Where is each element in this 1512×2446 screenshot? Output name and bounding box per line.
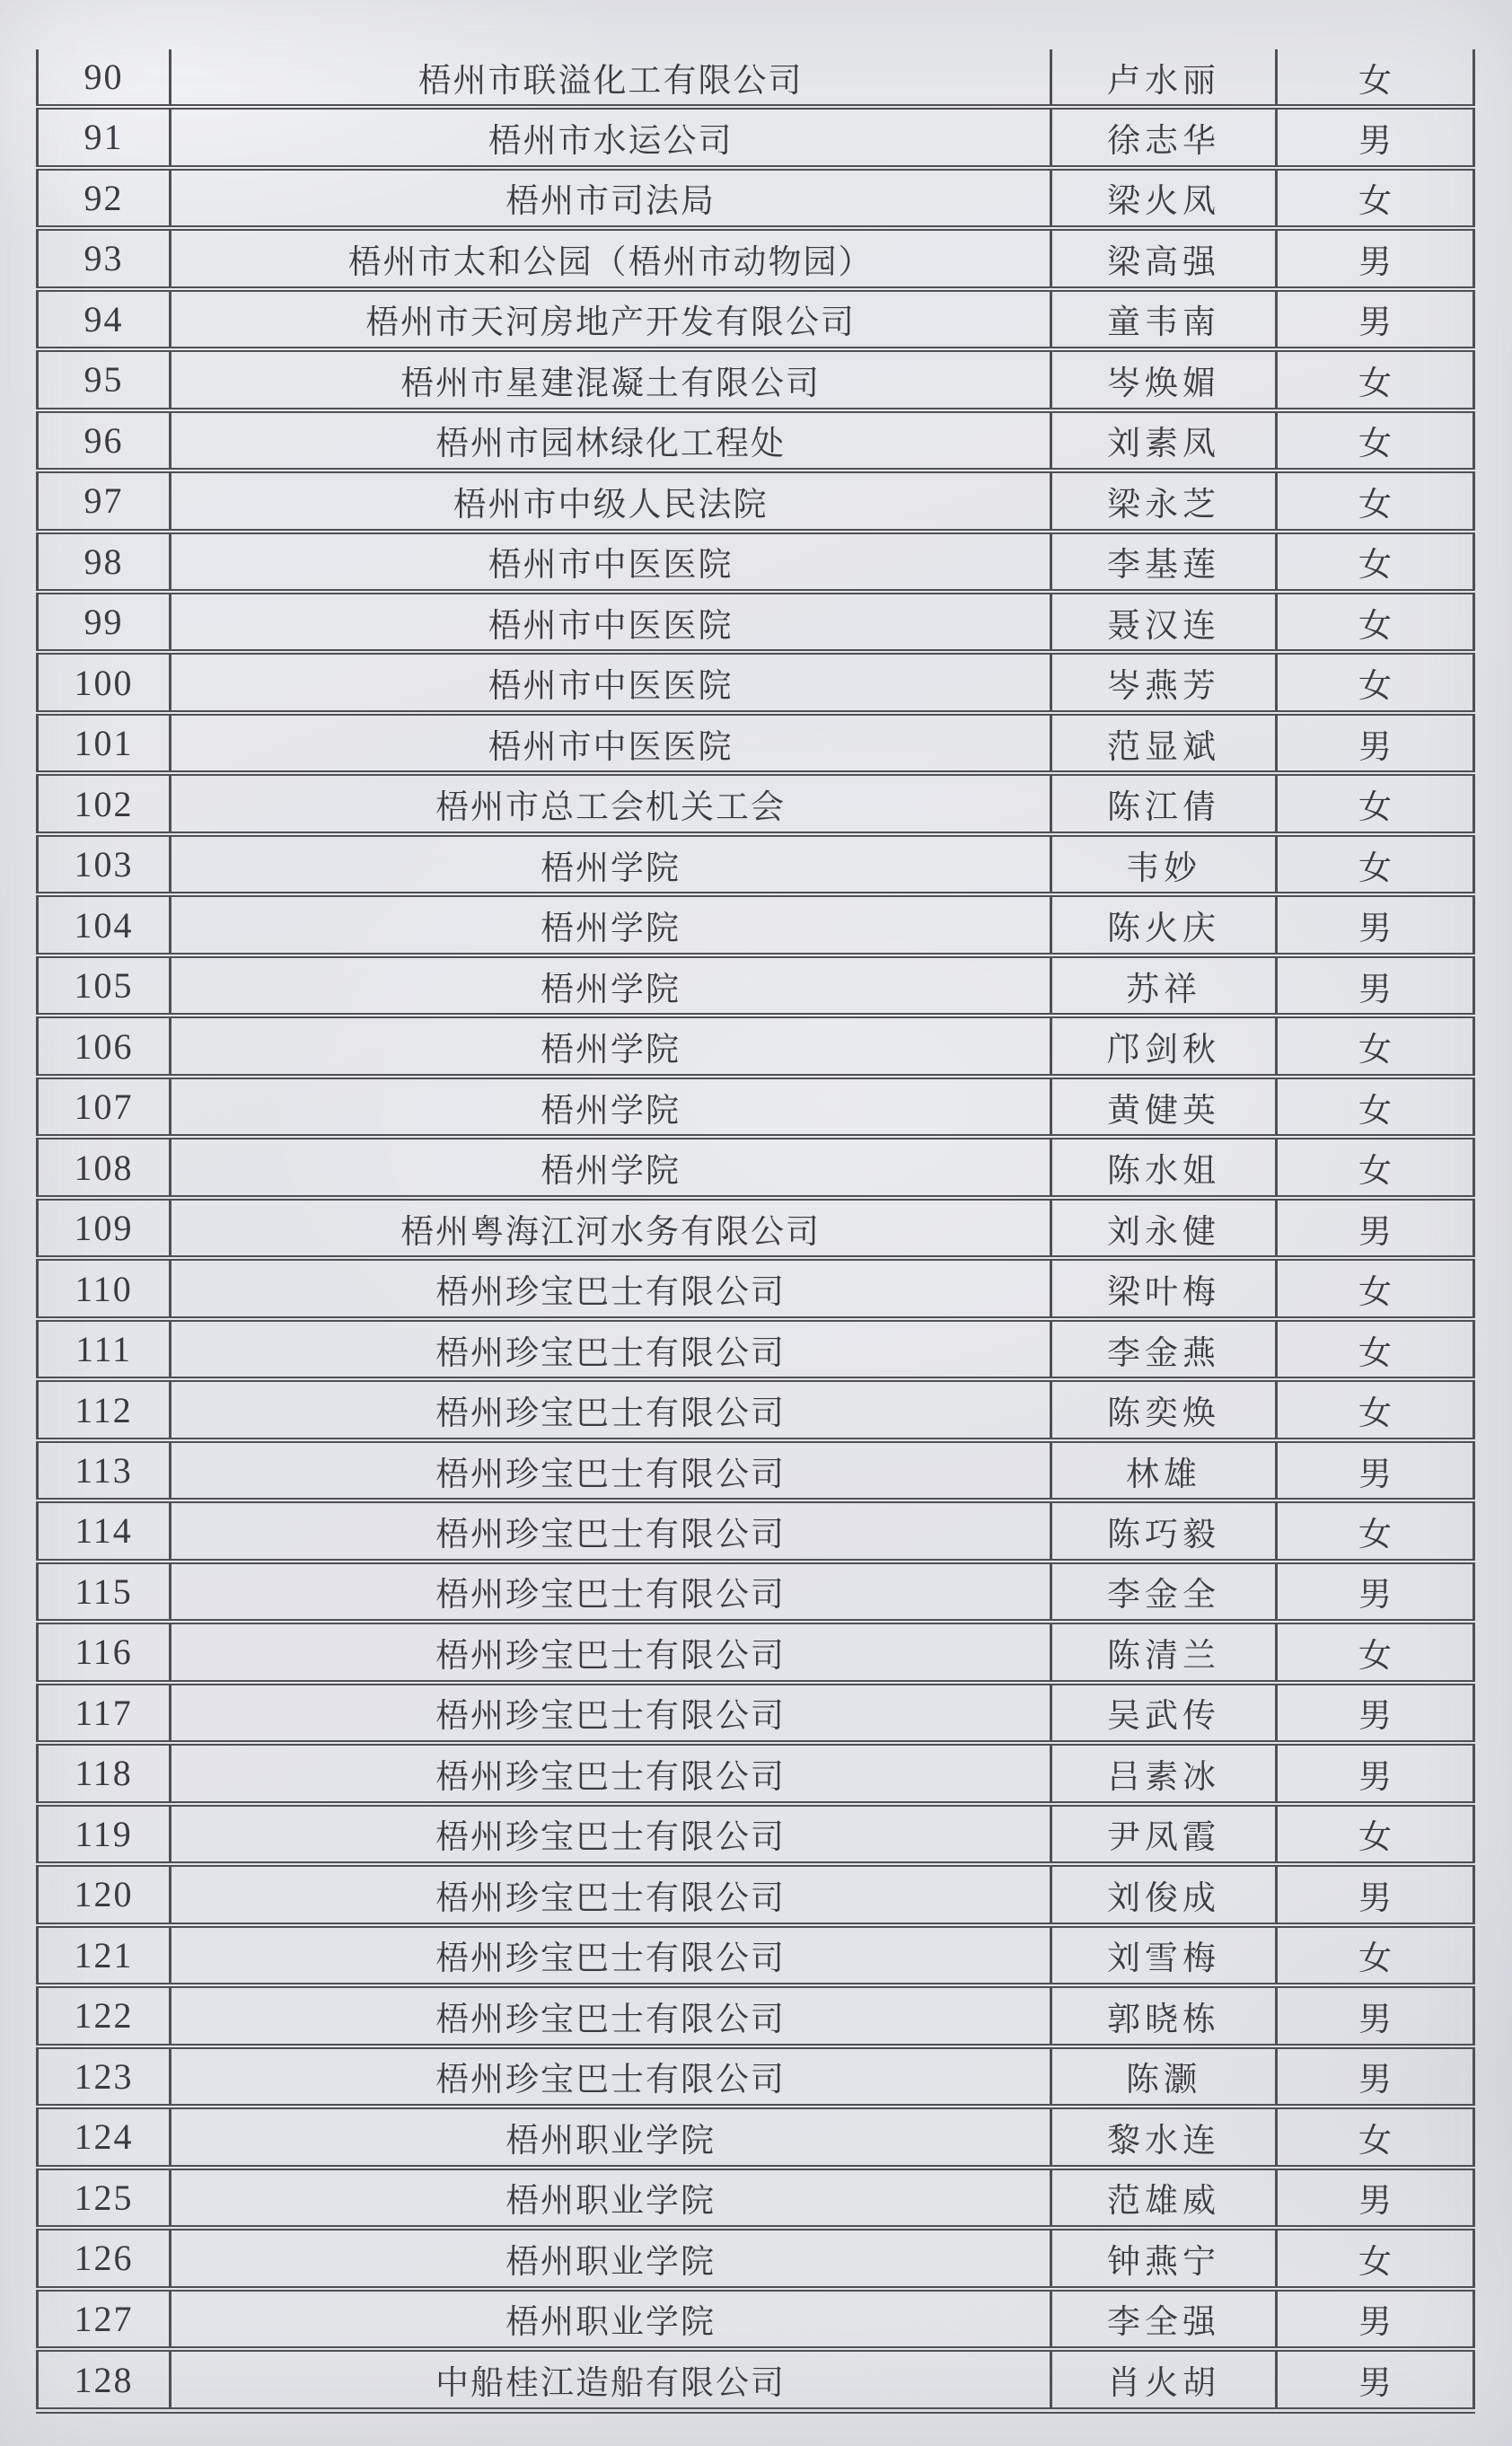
row-number-cell: 128 [38, 2349, 171, 2410]
gender-cell: 男 [1277, 1683, 1474, 1743]
table-row [38, 652, 1474, 712]
gender-cell: 男 [1277, 894, 1474, 955]
row-number-cell: 123 [38, 2046, 171, 2107]
row-number-cell: 95 [38, 349, 171, 409]
table-row [38, 2228, 1474, 2288]
row-number-cell: 120 [38, 1864, 171, 1924]
organization-cell: 梧州学院 [171, 1077, 1051, 1137]
row-number-cell: 104 [38, 894, 171, 955]
row-number-cell: 108 [38, 1137, 171, 1197]
person-name-cell: 刘素凤 [1051, 410, 1277, 471]
person-name-cell: 梁火凤 [1051, 168, 1277, 228]
organization-cell: 梧州珍宝巴士有限公司 [171, 1562, 1051, 1622]
organization-cell: 梧州珍宝巴士有限公司 [171, 1622, 1051, 1682]
table-row [38, 410, 1474, 471]
organization-cell: 梧州市中医医院 [171, 592, 1051, 652]
gender-cell: 男 [1277, 228, 1474, 288]
table-row [38, 713, 1474, 773]
table-row [38, 1137, 1474, 1197]
gender-cell: 男 [1277, 1743, 1474, 1803]
table-row [38, 773, 1474, 833]
table-row [38, 107, 1474, 167]
person-name-cell: 梁高强 [1051, 228, 1277, 288]
person-name-cell: 徐志华 [1051, 107, 1277, 167]
table-row [38, 1077, 1474, 1137]
organization-cell: 梧州珍宝巴士有限公司 [171, 1985, 1051, 2046]
gender-cell: 男 [1277, 955, 1474, 1016]
person-name-cell: 郭晓栋 [1051, 1985, 1277, 2046]
organization-cell: 梧州学院 [171, 1016, 1051, 1076]
organization-cell: 梧州粤海江河水务有限公司 [171, 1198, 1051, 1258]
row-number-cell: 113 [38, 1440, 171, 1500]
organization-cell: 梧州职业学院 [171, 2168, 1051, 2228]
gender-cell: 女 [1277, 1137, 1474, 1197]
gender-cell: 女 [1277, 471, 1474, 531]
person-name-cell: 陈巧毅 [1051, 1500, 1277, 1561]
table-row [38, 1440, 1474, 1500]
person-name-cell: 李金燕 [1051, 1319, 1277, 1379]
organization-cell: 梧州学院 [171, 955, 1051, 1016]
person-name-cell: 陈灏 [1051, 2046, 1277, 2107]
row-number-cell: 101 [38, 713, 171, 773]
row-number-cell: 125 [38, 2168, 171, 2228]
person-name-cell: 刘俊成 [1051, 1864, 1277, 1924]
roster-table-body [38, 49, 1474, 2411]
gender-cell: 女 [1277, 652, 1474, 712]
organization-cell: 梧州市中医医院 [171, 713, 1051, 773]
person-name-cell: 童韦南 [1051, 289, 1277, 349]
row-number-cell: 107 [38, 1077, 171, 1137]
person-name-cell: 吴武传 [1051, 1683, 1277, 1743]
gender-cell: 女 [1277, 1319, 1474, 1379]
table-row [38, 532, 1474, 592]
table-row [38, 1258, 1474, 1318]
table-row [38, 2289, 1474, 2349]
organization-cell: 梧州市天河房地产开发有限公司 [171, 289, 1051, 349]
table-row [38, 2168, 1474, 2228]
person-name-cell: 黎水连 [1051, 2107, 1277, 2167]
gender-cell: 女 [1277, 532, 1474, 592]
organization-cell: 梧州学院 [171, 1137, 1051, 1197]
row-number-cell: 100 [38, 652, 171, 712]
table-row [38, 2349, 1474, 2410]
organization-cell: 梧州市中医医院 [171, 532, 1051, 592]
gender-cell: 女 [1277, 1258, 1474, 1318]
table-row [38, 1562, 1474, 1622]
table-row [38, 1683, 1474, 1743]
person-name-cell: 陈奕焕 [1051, 1379, 1277, 1439]
gender-cell: 女 [1277, 349, 1474, 409]
organization-cell: 梧州学院 [171, 894, 1051, 955]
person-name-cell: 尹凤霞 [1051, 1804, 1277, 1864]
person-name-cell: 黄健英 [1051, 1077, 1277, 1137]
row-number-cell: 124 [38, 2107, 171, 2167]
row-number-cell: 109 [38, 1198, 171, 1258]
row-number-cell: 110 [38, 1258, 171, 1318]
row-number-cell: 114 [38, 1500, 171, 1561]
row-number-cell: 117 [38, 1683, 171, 1743]
organization-cell: 梧州珍宝巴士有限公司 [171, 1864, 1051, 1924]
organization-cell: 梧州市联溢化工有限公司 [171, 49, 1051, 107]
person-name-cell: 李基莲 [1051, 532, 1277, 592]
table-row [38, 1985, 1474, 2046]
gender-cell: 女 [1277, 1016, 1474, 1076]
organization-cell: 梧州职业学院 [171, 2228, 1051, 2288]
row-number-cell: 99 [38, 592, 171, 652]
table-row [38, 955, 1474, 1016]
row-number-cell: 118 [38, 1743, 171, 1803]
organization-cell: 梧州珍宝巴士有限公司 [171, 1258, 1051, 1318]
organization-cell: 梧州珍宝巴士有限公司 [171, 2046, 1051, 2107]
organization-cell: 梧州珍宝巴士有限公司 [171, 1319, 1051, 1379]
row-number-cell: 103 [38, 834, 171, 894]
gender-cell: 男 [1277, 1562, 1474, 1622]
organization-cell: 梧州珍宝巴士有限公司 [171, 1440, 1051, 1500]
person-name-cell: 岑燕芳 [1051, 652, 1277, 712]
table-row [38, 1622, 1474, 1682]
table-row [38, 289, 1474, 349]
gender-cell: 男 [1277, 1198, 1474, 1258]
organization-cell: 梧州珍宝巴士有限公司 [171, 1804, 1051, 1864]
table-row [38, 168, 1474, 228]
person-name-cell: 范显斌 [1051, 713, 1277, 773]
person-name-cell: 李金全 [1051, 1562, 1277, 1622]
table-row [38, 1319, 1474, 1379]
row-number-cell: 121 [38, 1925, 171, 1985]
gender-cell: 女 [1277, 1804, 1474, 1864]
person-name-cell: 吕素冰 [1051, 1743, 1277, 1803]
table-row [38, 349, 1474, 409]
person-name-cell: 刘雪梅 [1051, 1925, 1277, 1985]
organization-cell: 梧州珍宝巴士有限公司 [171, 1500, 1051, 1561]
person-name-cell: 邝剑秋 [1051, 1016, 1277, 1076]
table-row [38, 592, 1474, 652]
gender-cell: 男 [1277, 107, 1474, 167]
gender-cell: 女 [1277, 773, 1474, 833]
person-name-cell: 韦妙 [1051, 834, 1277, 894]
row-number-cell: 97 [38, 471, 171, 531]
gender-cell: 女 [1277, 2107, 1474, 2167]
gender-cell: 女 [1277, 410, 1474, 471]
row-number-cell: 115 [38, 1562, 171, 1622]
gender-cell: 女 [1277, 834, 1474, 894]
organization-cell: 梧州市园林绿化工程处 [171, 410, 1051, 471]
row-number-cell: 112 [38, 1379, 171, 1439]
person-name-cell: 刘永健 [1051, 1198, 1277, 1258]
gender-cell: 男 [1277, 1440, 1474, 1500]
table-row [38, 228, 1474, 288]
row-number-cell: 126 [38, 2228, 171, 2288]
organization-cell: 梧州职业学院 [171, 2289, 1051, 2349]
person-name-cell: 梁叶梅 [1051, 1258, 1277, 1318]
table-row [38, 894, 1474, 955]
organization-cell: 梧州市水运公司 [171, 107, 1051, 167]
gender-cell: 女 [1277, 1500, 1474, 1561]
table-row [38, 2107, 1474, 2167]
person-name-cell: 林雄 [1051, 1440, 1277, 1500]
roster-table [36, 49, 1475, 2414]
gender-cell: 男 [1277, 2046, 1474, 2107]
organization-cell: 梧州珍宝巴士有限公司 [171, 1379, 1051, 1439]
organization-cell: 梧州珍宝巴士有限公司 [171, 1683, 1051, 1743]
row-number-cell: 94 [38, 289, 171, 349]
row-number-cell: 119 [38, 1804, 171, 1864]
row-number-cell: 105 [38, 955, 171, 1016]
table-row [38, 834, 1474, 894]
organization-cell: 梧州珍宝巴士有限公司 [171, 1925, 1051, 1985]
gender-cell: 女 [1277, 49, 1474, 107]
table-row [38, 1925, 1474, 1985]
organization-cell: 梧州职业学院 [171, 2107, 1051, 2167]
gender-cell: 女 [1277, 1379, 1474, 1439]
gender-cell: 男 [1277, 289, 1474, 349]
row-number-cell: 116 [38, 1622, 171, 1682]
table-row [38, 1500, 1474, 1561]
person-name-cell: 聂汉连 [1051, 592, 1277, 652]
person-name-cell: 李全强 [1051, 2289, 1277, 2349]
organization-cell: 中船桂江造船有限公司 [171, 2349, 1051, 2410]
organization-cell: 梧州珍宝巴士有限公司 [171, 1743, 1051, 1803]
row-number-cell: 111 [38, 1319, 171, 1379]
person-name-cell: 陈水姐 [1051, 1137, 1277, 1197]
row-number-cell: 98 [38, 532, 171, 592]
gender-cell: 女 [1277, 2228, 1474, 2288]
row-number-cell: 92 [38, 168, 171, 228]
organization-cell: 梧州市星建混凝土有限公司 [171, 349, 1051, 409]
row-number-cell: 90 [38, 49, 171, 107]
table-row [38, 1016, 1474, 1076]
row-number-cell: 96 [38, 410, 171, 471]
gender-cell: 女 [1277, 592, 1474, 652]
table-row [38, 1379, 1474, 1439]
gender-cell: 男 [1277, 2168, 1474, 2228]
person-name-cell: 梁永芝 [1051, 471, 1277, 531]
person-name-cell: 苏祥 [1051, 955, 1277, 1016]
row-number-cell: 127 [38, 2289, 171, 2349]
gender-cell: 女 [1277, 168, 1474, 228]
person-name-cell: 岑焕媚 [1051, 349, 1277, 409]
table-row [38, 1804, 1474, 1864]
gender-cell: 女 [1277, 1077, 1474, 1137]
gender-cell: 男 [1277, 2349, 1474, 2410]
table-row [38, 49, 1474, 107]
row-number-cell: 93 [38, 228, 171, 288]
organization-cell: 梧州市中级人民法院 [171, 471, 1051, 531]
gender-cell: 男 [1277, 713, 1474, 773]
person-name-cell: 陈火庆 [1051, 894, 1277, 955]
table-row [38, 2046, 1474, 2107]
organization-cell: 梧州市司法局 [171, 168, 1051, 228]
gender-cell: 女 [1277, 1925, 1474, 1985]
person-name-cell: 陈江倩 [1051, 773, 1277, 833]
gender-cell: 男 [1277, 2289, 1474, 2349]
organization-cell: 梧州市太和公园（梧州市动物园） [171, 228, 1051, 288]
organization-cell: 梧州市总工会机关工会 [171, 773, 1051, 833]
row-number-cell: 122 [38, 1985, 171, 2046]
table-row [38, 471, 1474, 531]
person-name-cell: 范雄威 [1051, 2168, 1277, 2228]
person-name-cell: 肖火胡 [1051, 2349, 1277, 2410]
table-row [38, 1864, 1474, 1924]
person-name-cell: 陈清兰 [1051, 1622, 1277, 1682]
organization-cell: 梧州学院 [171, 834, 1051, 894]
table-row [38, 1198, 1474, 1258]
person-name-cell: 钟燕宁 [1051, 2228, 1277, 2288]
person-name-cell: 卢水丽 [1051, 49, 1277, 107]
gender-cell: 男 [1277, 1864, 1474, 1924]
gender-cell: 男 [1277, 1985, 1474, 2046]
gender-cell: 女 [1277, 1622, 1474, 1682]
row-number-cell: 102 [38, 773, 171, 833]
row-number-cell: 106 [38, 1016, 171, 1076]
organization-cell: 梧州市中医医院 [171, 652, 1051, 712]
row-number-cell: 91 [38, 107, 171, 167]
table-row [38, 1743, 1474, 1803]
